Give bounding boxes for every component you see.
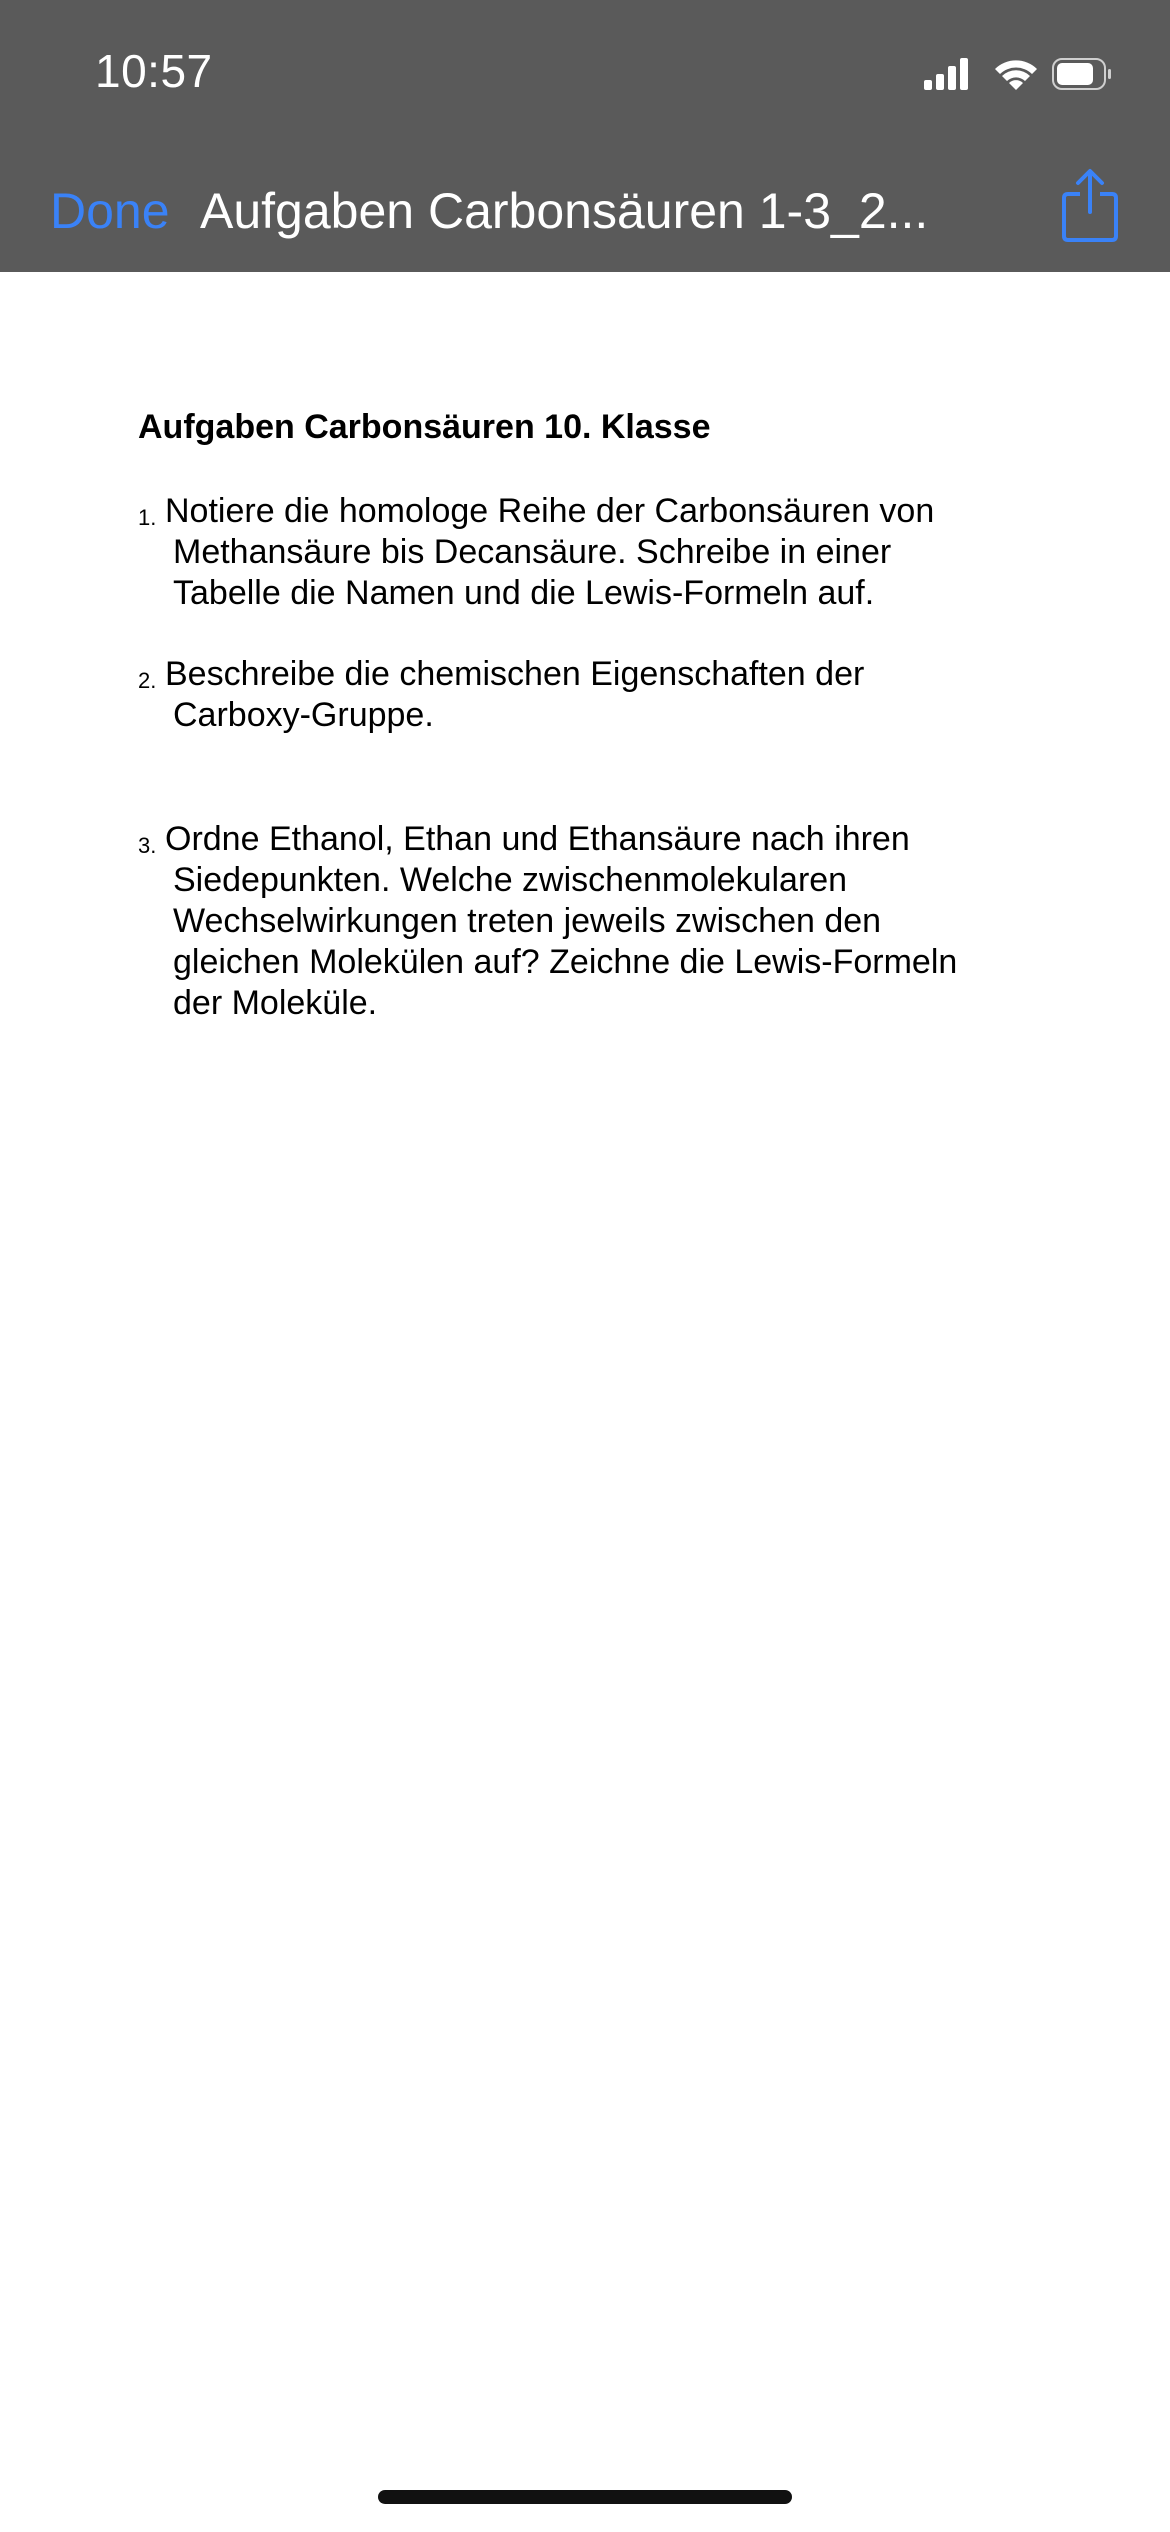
status-icons (924, 54, 1114, 94)
list-item (138, 491, 1038, 614)
text-line: Siedepunkten. Welche zwischenmolekularen (173, 861, 848, 899)
document-heading: Aufgaben Carbonsäuren 10. Klasse (138, 408, 711, 446)
text-line: Notiere die homologe Reihe der Carbonsäuren von (165, 492, 935, 530)
wifi-icon (995, 60, 1037, 90)
text-line: Carboxy-Gruppe. (173, 696, 434, 734)
text-line: Ordne Ethanol, Ethan und Ethansäure nach ihren (165, 820, 910, 858)
text-line: gleichen Molekülen auf? Zeichne die Lewis-Formeln (173, 943, 958, 981)
list-number: 3. (138, 833, 157, 858)
text-line: Methansäure bis Decansäure. Schreibe in einer (173, 533, 892, 571)
done-button[interactable]: Done (50, 183, 170, 239)
text-line: der Moleküle. (173, 984, 378, 1022)
document-content (138, 408, 1038, 1064)
status-time: 10:57 (95, 45, 213, 97)
list-number: 2. (138, 668, 157, 693)
cellular-signal-icon (924, 58, 968, 90)
list-item (138, 819, 1038, 1024)
list-number: 1. (138, 505, 157, 530)
top-bar (0, 0, 1170, 272)
document-title: Aufgaben Carbonsäuren 1-3_2... (200, 183, 929, 239)
battery-icon (1053, 59, 1111, 89)
navigation-bar (0, 166, 1170, 252)
text-line: Beschreibe die chemischen Eigenschaften der (165, 655, 865, 693)
list-item (138, 654, 1038, 736)
share-icon[interactable] (1060, 166, 1120, 244)
home-indicator[interactable] (378, 2490, 792, 2504)
text-line: Wechselwirkungen treten jeweils zwischen den (173, 902, 882, 940)
text-line: Tabelle die Namen und die Lewis-Formeln auf. (173, 574, 875, 612)
